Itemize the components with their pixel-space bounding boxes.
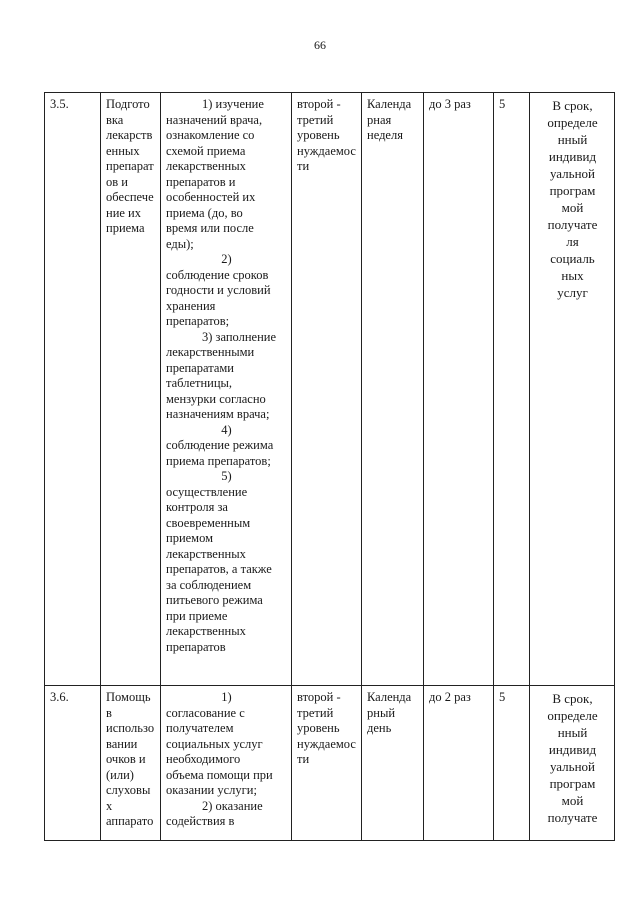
cell-line: мой xyxy=(561,200,584,215)
cell-line: 3) заполнение xyxy=(202,329,277,344)
cell-line: использо xyxy=(106,721,155,735)
cell-line: препаратов; xyxy=(166,314,230,328)
cell-line: за соблюдением xyxy=(166,577,252,592)
cell-line: ние их xyxy=(106,205,141,220)
cell-line: Помощь xyxy=(106,690,151,704)
cell-line: в xyxy=(106,705,112,720)
cell-line: хранения xyxy=(166,298,216,313)
count-value: 5 xyxy=(494,686,530,841)
cell-line: лекарственных xyxy=(166,159,246,173)
cell-line: социальных услуг xyxy=(166,736,263,751)
cell-line: ти xyxy=(297,159,310,173)
cell-line: содействия в xyxy=(166,814,235,828)
provision-term xyxy=(530,686,615,841)
cell-line: второй - xyxy=(297,690,341,704)
cell-line: контроля за xyxy=(166,500,228,514)
cell-line: мой xyxy=(561,793,584,808)
cell-line: необходимого xyxy=(166,752,241,766)
cell-line: нуждаемос xyxy=(297,143,356,158)
cell-line: определе xyxy=(547,708,598,723)
cell-line: 5) xyxy=(221,469,232,483)
cell-line: третий xyxy=(297,705,334,720)
cell-line: х xyxy=(106,798,113,813)
cell-line: В срок, xyxy=(552,98,593,113)
cell-line: схемой приема xyxy=(166,143,246,158)
cell-line: нный xyxy=(557,132,588,147)
cell-line: препаратов xyxy=(166,639,226,654)
cell-line: осуществление xyxy=(166,484,248,499)
cell-line: 2) xyxy=(221,252,232,266)
cell-line: соблюдение режима xyxy=(166,438,274,452)
need-level xyxy=(292,93,362,686)
cell-line: нуждаемос xyxy=(297,736,356,751)
cell-line: при приеме xyxy=(166,608,228,623)
cell-line: уровень xyxy=(297,721,340,735)
cell-line: соблюдение сроков xyxy=(166,267,269,282)
cell-line: ов и xyxy=(106,174,128,189)
table-row xyxy=(45,686,615,841)
cell-line: приема препаратов; xyxy=(166,453,271,468)
cell-line: получателем xyxy=(166,721,234,735)
cell-line: объема помощи при xyxy=(166,767,273,782)
period xyxy=(362,686,424,841)
cell-line: индивид xyxy=(548,742,597,757)
cell-line: особенностей их xyxy=(166,190,256,204)
cell-line: индивид xyxy=(548,149,597,164)
row-number: 3.6. xyxy=(45,686,101,841)
cell-line: получате xyxy=(547,810,598,825)
cell-line: В срок, xyxy=(552,691,593,706)
cell-line: время или после xyxy=(166,221,254,235)
row-number: 3.5. xyxy=(45,93,101,686)
cell-line: уальной xyxy=(549,759,596,774)
cell-line: аппарато xyxy=(106,814,154,828)
cell-line: услуг xyxy=(557,285,588,300)
cell-line: неделя xyxy=(367,128,403,142)
provision-term xyxy=(530,93,615,686)
cell-line: препаратами xyxy=(166,360,234,375)
cell-line: очков и xyxy=(106,752,146,766)
cell-line: програм xyxy=(549,776,596,791)
cell-line: ти xyxy=(297,752,310,766)
cell-line: назначений врача, xyxy=(166,112,263,127)
frequency: до 2 раз xyxy=(424,686,494,841)
cell-line: лекарственных xyxy=(166,624,246,638)
cell-line: своевременным xyxy=(166,515,251,530)
cell-line: 2) оказание xyxy=(202,798,263,813)
cell-line: приемом xyxy=(166,531,214,545)
service-name xyxy=(101,686,161,841)
table-row xyxy=(45,93,615,686)
cell-line: приема xyxy=(106,221,145,235)
page-number: 66 xyxy=(314,38,326,52)
cell-line: препаратов и xyxy=(166,174,236,189)
cell-line: питьевого режима xyxy=(166,593,263,607)
cell-line: приема (до, во xyxy=(166,205,243,220)
cell-line: 4) xyxy=(221,422,232,437)
cell-line: лекарственными xyxy=(166,345,255,359)
cell-line: обеспече xyxy=(106,190,154,204)
cell-line: 1) xyxy=(221,690,232,704)
cell-line: определе xyxy=(547,115,598,130)
cell-line: уровень xyxy=(297,128,340,142)
cell-line: мензурки согласно xyxy=(166,391,266,406)
cell-line: еды); xyxy=(166,236,194,251)
cell-line: таблетницы, xyxy=(166,376,233,390)
cell-line: вании xyxy=(106,736,138,751)
need-level xyxy=(292,686,362,841)
cell-line: лекарственных xyxy=(166,546,246,561)
cell-line: нный xyxy=(557,725,588,740)
count-value: 5 xyxy=(494,93,530,686)
service-description xyxy=(161,686,292,841)
cell-line: социаль xyxy=(550,251,595,266)
cell-line: програм xyxy=(549,183,596,198)
cell-line: слуховы xyxy=(106,783,151,797)
cell-line: ля xyxy=(566,234,579,249)
cell-line: рный xyxy=(367,705,396,720)
cell-line: препаратов, а также xyxy=(166,562,272,576)
cell-line: второй - xyxy=(297,97,341,111)
cell-line: получате xyxy=(547,217,598,232)
cell-line: ознакомление со xyxy=(166,128,255,142)
cell-line: оказании услуги; xyxy=(166,783,257,797)
cell-line: 1) изучение xyxy=(202,97,264,111)
cell-line: уальной xyxy=(549,166,596,181)
services-table xyxy=(44,92,615,841)
cell-line: препарат xyxy=(106,159,154,173)
cell-line: (или) xyxy=(106,767,134,782)
cell-line: день xyxy=(367,721,392,735)
cell-line: назначениям врача; xyxy=(166,407,270,421)
cell-line: енных xyxy=(106,143,140,158)
cell-line: третий xyxy=(297,112,334,127)
cell-line: Календа xyxy=(367,97,412,111)
service-description xyxy=(161,93,292,686)
cell-line: рная xyxy=(367,112,392,127)
cell-line: ных xyxy=(561,268,584,283)
cell-line: Подгото xyxy=(106,97,150,111)
cell-line: Календа xyxy=(367,690,412,704)
cell-line: согласование с xyxy=(166,705,245,720)
service-name xyxy=(101,93,161,686)
cell-line: годности и условий xyxy=(166,283,271,297)
period xyxy=(362,93,424,686)
cell-line: вка xyxy=(106,112,124,127)
cell-line: лекарств xyxy=(106,128,153,142)
frequency: до 3 раз xyxy=(424,93,494,686)
